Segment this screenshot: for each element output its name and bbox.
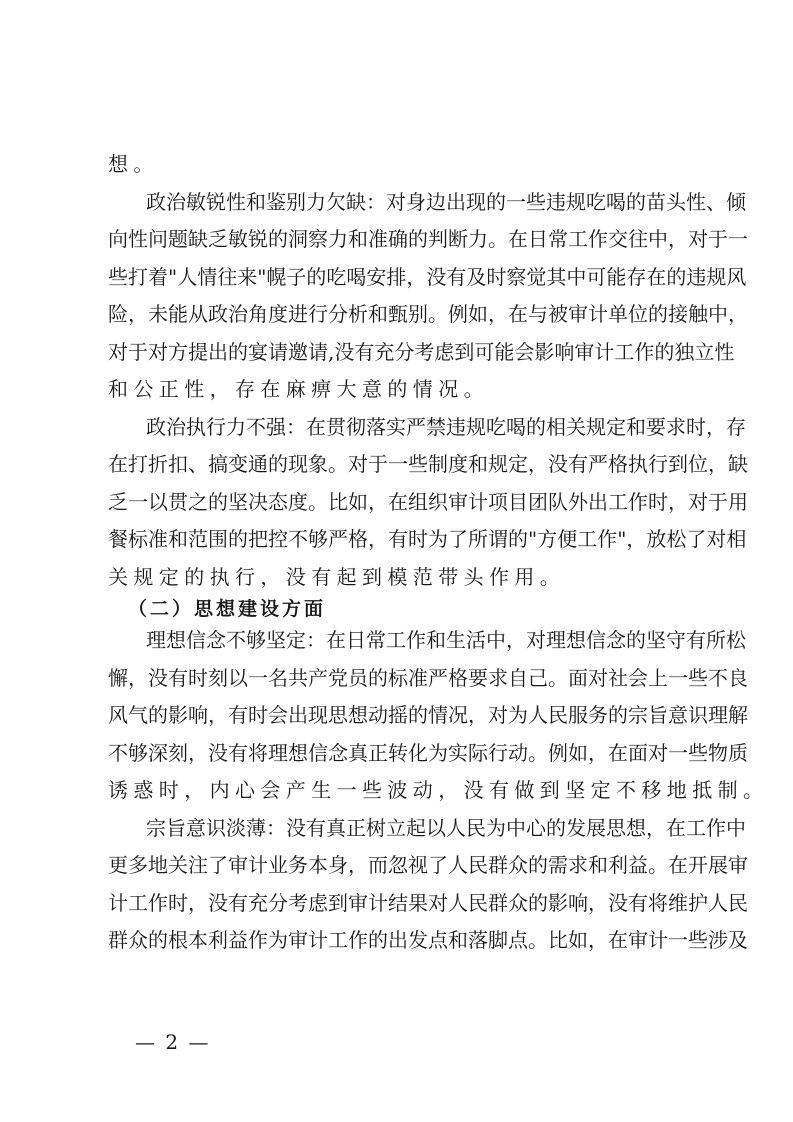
text-line: 诱惑时，内心会产生一些波动，没有做到坚定不移地抵制。	[108, 778, 769, 802]
text-line: 政治敏锐性和鉴别力欠缺：对身边出现的一些违规吃喝的苗头性、倾	[146, 189, 746, 214]
paragraph	[108, 146, 692, 184]
paragraph	[108, 622, 769, 810]
text-line: 风气的影响，有时会出现思想动摇的情况，对为人民服务的宗旨意识理解	[108, 703, 748, 727]
text-line: 宗旨意识淡薄：没有真正树立起以人民为中心的发展思想，在工作中	[146, 815, 746, 840]
text-line: 向性问题缺乏敏锐的洞察力和准确的判断力。在日常工作交往中，对于一	[108, 227, 748, 251]
text-line: 在打折扣、搞变通的现象。对于一些制度和规定，没有严格执行到位，缺	[108, 452, 748, 476]
text-line: 和公正性，存在麻痹大意的情况。	[108, 377, 489, 401]
text-line: 理想信念不够坚定：在日常工作和生活中，对理想信念的坚守有所松	[146, 628, 746, 652]
text-line: 更多地关注了审计业务本身，而忽视了人民群众的需求和利益。在开展审	[108, 853, 748, 877]
text-line: 政治执行力不强：在贯彻落实严禁违规吃喝的相关规定和要求时，存	[146, 414, 746, 439]
text-line: 对于对方提出的宴请邀请,没有充分考虑到可能会影响审计工作的独立性	[108, 339, 735, 364]
paragraph	[108, 409, 748, 597]
text-line: 群众的根本利益作为审计工作的出发点和落脚点。比如，在审计一些涉及	[108, 928, 748, 952]
document-body	[108, 146, 769, 960]
paragraph	[108, 810, 748, 960]
page-number: — 2 —	[135, 1030, 211, 1054]
text-line: 不够深刻，没有将理想信念真正转化为实际行动。例如，在面对一些物质	[108, 740, 748, 765]
text-line: 想。	[108, 152, 159, 176]
text-line: 懈，没有时刻以一名共产党员的标准严格要求自己。面对社会上一些不良	[108, 665, 748, 690]
text-line: 计工作时，没有充分考虑到审计结果对人民群众的影响，没有将维护人民	[108, 890, 748, 915]
paragraph	[108, 184, 748, 409]
text-line: 关规定的执行，没有起到模范带头作用。	[108, 564, 566, 589]
section-heading: （二）思想建设方面	[128, 598, 327, 620]
text-line: 些打着"人情往来"幌子的吃喝安排，没有及时察觉其中可能存在的违规风	[108, 264, 747, 289]
text-line: 险，未能从政治角度进行分析和甄别。例如，在与被审计单位的接触中，	[108, 302, 748, 326]
text-line: 餐标准和范围的把控不够严格，有时为了所谓的"方便工作"，放松了对相	[108, 527, 747, 551]
text-line: 乏一以贯之的坚决态度。比如，在组织审计项目团队外出工作时，对于用	[108, 489, 748, 514]
